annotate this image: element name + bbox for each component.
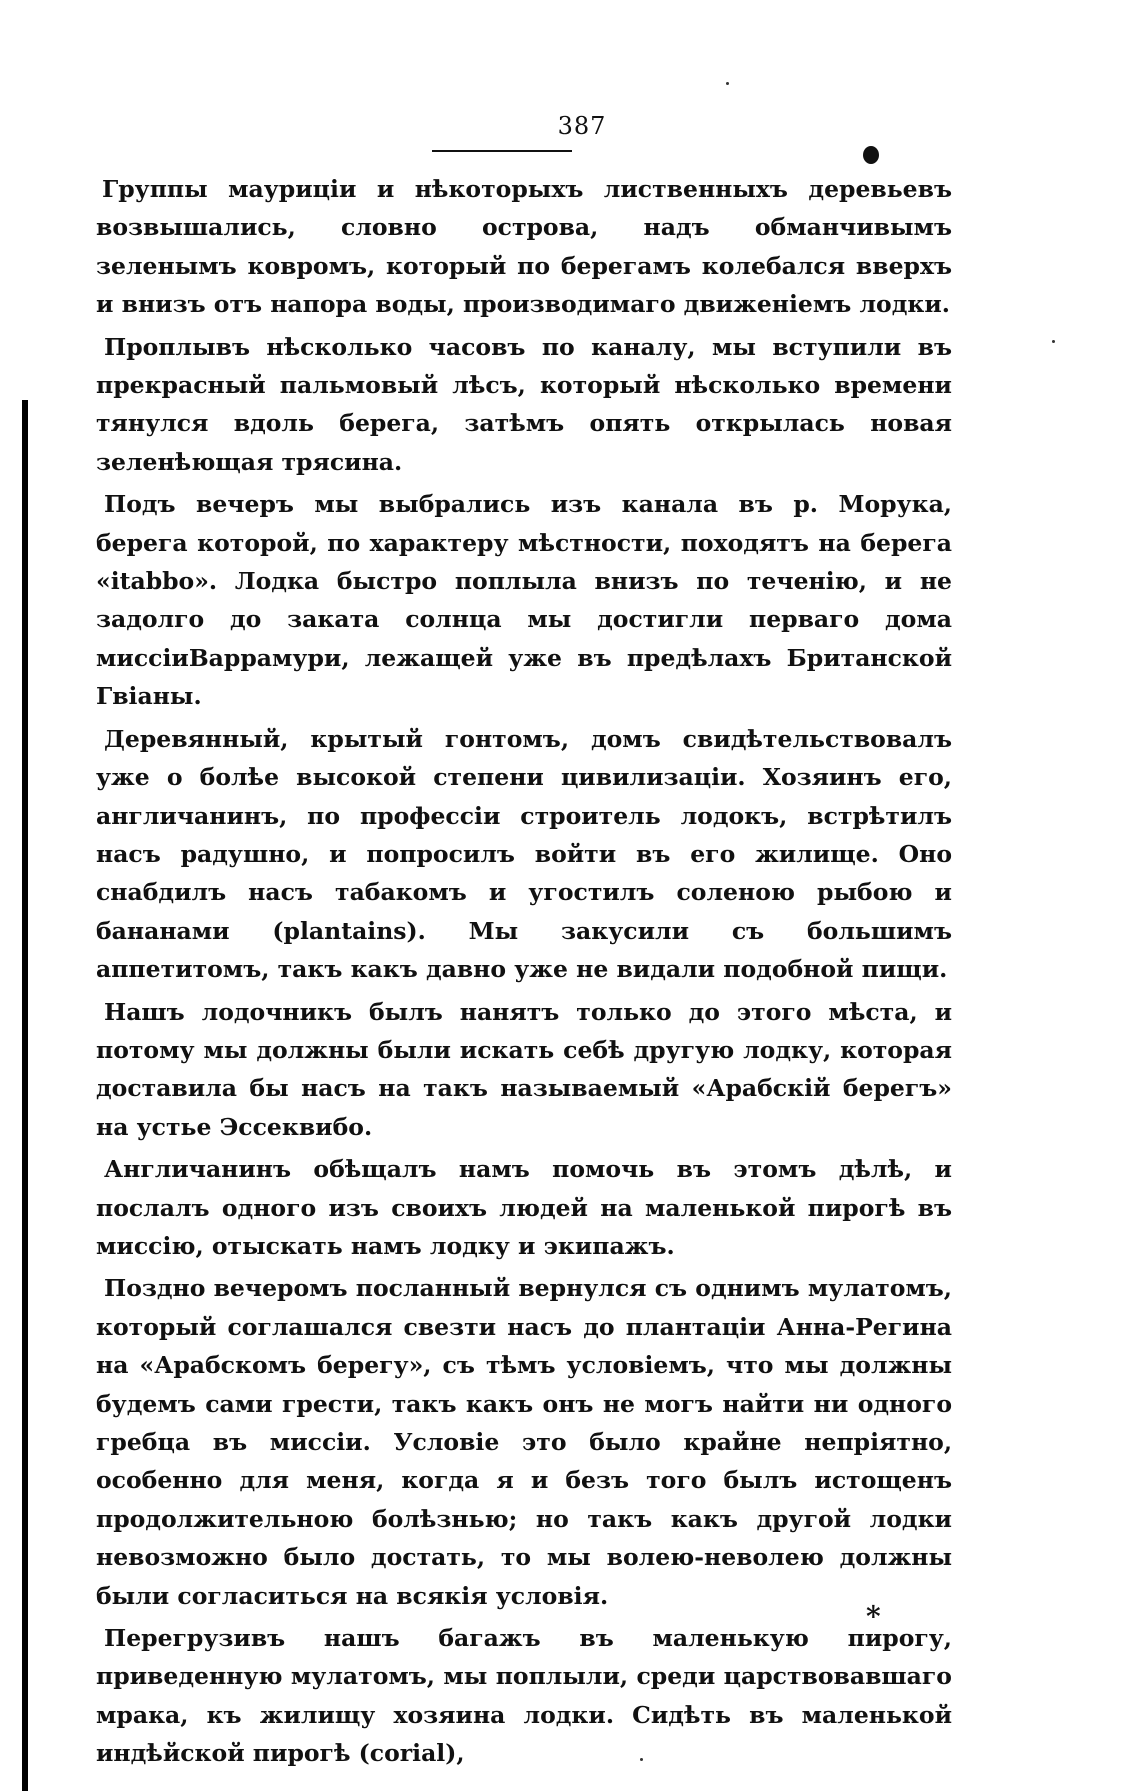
paragraph: Англичанинъ обѣщалъ намъ помочь въ этомъ дѣлѣ, и послалъ одного изъ своихъ людей на маленькой пирогѣ въ миссiю, отыскать намъ лодку и экипажъ. [96,1155,952,1260]
page-number: 387 [557,112,607,140]
paragraph: Группы маурицiи и нѣкоторыхъ лиственныхъ деревьевъ возвышались, словно острова, надъ обманчивымъ зеленымъ ковромъ, который по берегамъ колебался вверхъ и внизъ отъ напора воды, производимаго движенiемъ лодки. [96,175,952,319]
header-rule [432,150,572,152]
paragraph: Перегрузивъ нашъ багажъ въ маленькую пирогу, приведенную мулатомъ, мы поплыли, среди царствовавшаго мрака, къ жилищу хозяина лодки. Сидѣть въ маленькой индѣйской пирогѣ (corial), [96,1624,952,1768]
signature-mark: * [866,1600,881,1633]
paragraph: Нашъ лодочникъ былъ нанятъ только до этого мѣста, и потому мы должны были искать себѣ другую лодку, которая доставила бы насъ на такъ называемый «Арабскiй берегъ» на устье Эссеквибо. [96,997,952,1141]
ink-speck [726,82,729,85]
paragraph: Проплывъ нѣсколько часовъ по каналу, мы вступили въ прекрасный пальмовый лѣсъ, который нѣсколько времени тянулся вдоль берега, затѣмъ опять открылась новая зеленѣющая трясина. [96,332,952,476]
paragraph: Подъ вечеръ мы выбрались изъ канала въ р. Морука, берега которой, по характеру мѣстности, походятъ на берега «itabbo». Лодка быстро поплыла внизъ по теченiю, и не задолго до заката солнца мы достигли перваго дома миссiиВаррамури, лежащей уже въ предѣлахъ Британской Гвiаны. [96,490,952,711]
ink-speck [1052,340,1055,343]
paragraph: Поздно вечеромъ посланный вернулся съ однимъ мулатомъ, который соглашался свезти насъ до плантацiи Анна-Регина на «Арабскомъ берегу», съ тѣмъ условiемъ, что мы должны будемъ сами грести, такъ какъ онъ не могъ найти ни одного гребца въ миссiи. Условiе это было крайне непрiятно, особенно для меня, когда я и безъ того былъ истощенъ продолжительною болѣзнью; но такъ какъ другой лодки невозможно было достать, то мы волею-неволею должны были согласиться на всякiя условiя. [96,1274,952,1610]
paragraph: Деревянный, крытый гонтомъ, домъ свидѣтельствовалъ уже о болѣе высокой степени цивилизацiи. Хозяинъ его, англичанинъ, по профессiи строитель лодокъ, встрѣтилъ насъ радушно, и попросилъ войти въ его жилище. Оно снабдилъ насъ табакомъ и угостилъ соленою рыбою и бананами (plantains). Мы закусили съ большимъ аппетитомъ, такъ какъ давно уже не видали подобной пищи. [96,724,952,984]
page-binding-edge [22,400,28,1791]
body-text [96,170,952,1777]
ink-blot [863,146,879,164]
